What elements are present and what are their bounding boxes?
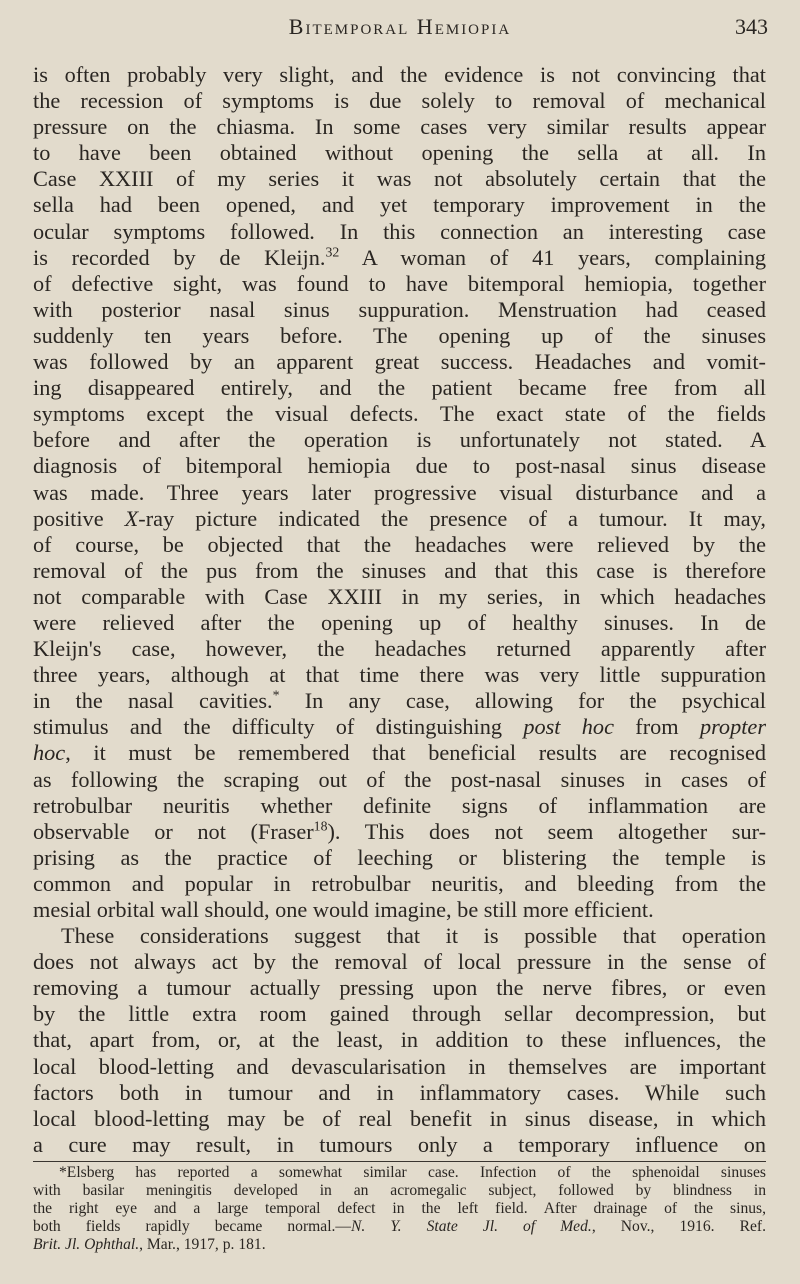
text-line: with posterior nasal sinus suppuration. Menstruation had ceased [33,296,766,322]
text-line: These considerations suggest that it is possible that operation [61,923,766,949]
page-number: 343 [735,14,768,39]
text-segment: from [613,714,700,740]
text-line: of defective sight, was found to have bitemporal hemiopia, together [33,270,766,296]
text-line: ing disappeared entirely, and the patient became free from all [33,375,766,401]
text-line: to have been obtained without opening the sella at all. In [33,140,766,166]
text-segment: A woman of 41 years, complaining [339,244,766,270]
text-line [33,819,766,845]
text-segment: , Mar., 1917, p. 181. [139,1236,266,1253]
text-line: mesial orbital wall should, one would imagine, be still more efficient. [33,897,654,922]
italic-text: hoc [33,740,66,766]
journal-title: N. Y. State Jl. of Med. [351,1218,592,1235]
page-header [30,14,770,50]
footnote-line: with basilar meningitis developed in an acromegalic subject, followed by blindness in [33,1182,766,1199]
text-line [33,245,766,271]
footnote-line [33,1236,766,1254]
text-line: removal of the pus from the sinuses and that this case is therefore [33,557,766,583]
text-line: is often probably very slight, and the evidence is not convincing that [33,62,766,87]
text-segment: stimulus and the difficulty of distinguishing [33,714,524,740]
text-segment: -ray picture indicated the presence of a tumour. It may, [138,505,766,531]
text-line: by the little extra room gained through sellar decompression, but [33,1001,766,1027]
reference-number: 32 [325,244,340,260]
text-line: common and popular in retrobulbar neuritis, and bleeding from the [33,870,766,896]
text-line: the recession of symptoms is due solely to removal of mechanical [33,88,766,114]
text-line: before and after the operation is unfortunately not stated. A [33,427,766,453]
text-line: as following the scraping out of the post-nasal sinuses in cases of [33,766,766,792]
text-segment: , it must be remembered that beneficial results are recognised [65,740,766,766]
text-line: pressure on the chiasma. In some cases very similar results appear [33,114,766,140]
body-text [33,62,766,1158]
footnote [33,1164,766,1254]
text-line: factors both in tumour and in inflammatory cases. While such [33,1079,766,1105]
text-line: a cure may result, in tumours only a temporary influence on [33,1131,766,1157]
italic-text: X [124,505,139,531]
text-line: was followed by an apparent great success. Headaches and vomit- [33,349,766,375]
text-line: not comparable with Case XXIII in my series, in which headaches [33,583,766,609]
text-line: was made. Three years later progressive visual disturbance and a [33,479,766,505]
text-segment: , Nov., 1916. Ref. [591,1218,766,1235]
text-line: local blood-letting and devascularisation in themselves are important [33,1053,766,1079]
italic-text: propter [699,714,766,740]
text-segment: observable or not (Fraser [33,818,314,844]
text-line: sella had been opened, and yet temporary improvement in the [33,192,766,218]
text-line: of course, be objected that the headaches were relieved by the [33,531,766,557]
reference-number: 18 [313,818,328,834]
text-line: retrobulbar neuritis whether definite signs of inflammation are [33,792,766,818]
footnote-line [33,1218,766,1236]
text-line: Kleijn's case, however, the headaches returned apparently after [33,636,766,662]
text-line [33,740,766,766]
text-segment: both fields rapidly became normal.— [33,1218,352,1235]
text-line: three years, although at that time there was very little suppuration [33,662,766,688]
text-line [33,506,766,532]
text-segment: In any case, allowing for the psychical [279,688,766,714]
footnote-divider [33,1161,766,1162]
text-segment: is recorded by de Kleijn. [33,244,326,270]
footnote-marker: * [272,688,280,703]
text-line: prising as the practice of leeching or blistering the temple is [33,844,766,870]
text-line: symptoms except the visual defects. The exact state of the fields [33,401,766,427]
running-head: Bitemporal Hemiopia [288,14,512,39]
text-line: does not always act by the removal of local pressure in the sense of [33,949,766,975]
text-line: that, apart from, or, at the least, in addition to these influences, the [33,1027,766,1053]
text-line: Case XXIII of my series it was not absolutely certain that the [33,166,766,192]
italic-text: post hoc [523,714,614,740]
text-line [33,688,766,714]
text-line: suddenly ten years before. The opening up of the sinuses [33,322,766,348]
text-line [33,714,766,740]
footnote-line: the right eye and a large temporal defect in the left field. After drainage of the sinus, [33,1200,766,1217]
text-segment: ). This does not seem altogether sur- [327,818,766,844]
text-segment: in the nasal cavities. [33,688,273,714]
footnote-line: *Elsberg has reported a somewhat similar case. Infection of the sphenoidal sinuses [59,1164,766,1181]
text-line: local blood-letting may be of real benefit in sinus disease, in which [33,1105,766,1131]
text-line: removing a tumour actually pressing upon the nerve fibres, or even [33,975,766,1001]
text-line: diagnosis of bitemporal hemiopia due to post-nasal sinus disease [33,453,766,479]
text-line: ocular symptoms followed. In this connection an interesting case [33,218,766,244]
journal-title: Brit. Jl. Ophthal. [33,1236,140,1253]
text-segment: positive [33,505,125,531]
text-line: were relieved after the opening up of healthy sinuses. In de [33,609,766,635]
